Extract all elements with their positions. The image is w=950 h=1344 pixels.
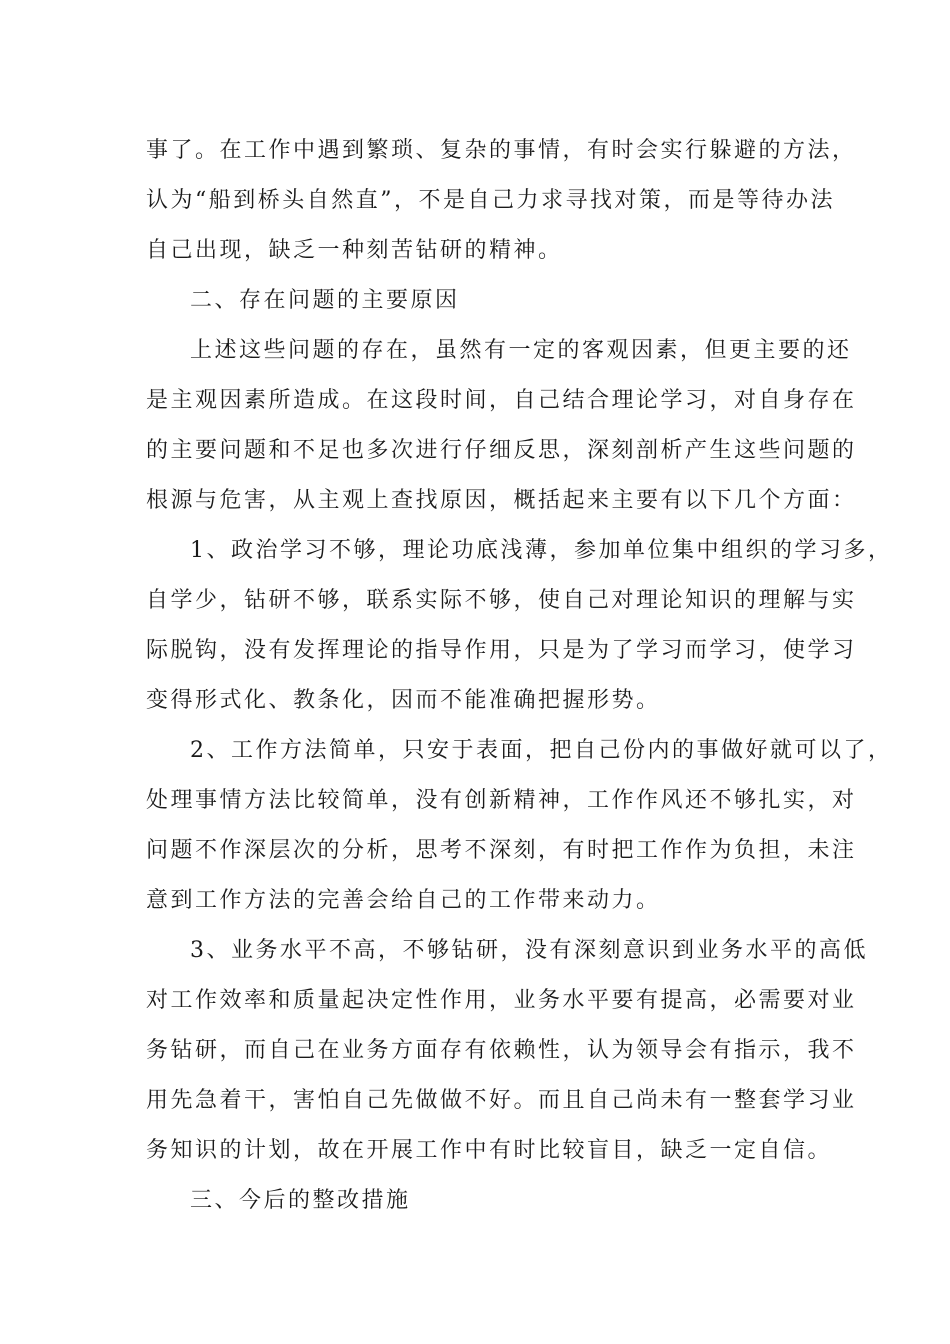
text-line-2: 认为“船到桥头自然直”，不是自己力求寻找对策，而是等待办法 [146,188,835,213]
text-line-20: 用先急着干，害怕自己先做做不好。而且自己尚未有一整套学习业 [146,1088,857,1113]
text-line-16: 意到工作方法的完善会给自己的工作带来动力。 [146,888,661,913]
text-line-17: 3、业务水平不高，不够钻研，没有深刻意识到业务水平的高低 [190,938,868,963]
text-line-10: 自学少，钻研不够，联系实际不够，使自己对理论知识的理解与实 [146,588,857,613]
text-line-13: 2、工作方法简单，只安于表面，把自己份内的事做好就可以了， [190,738,893,763]
text-line-18: 对工作效率和质量起决定性作用，业务水平要有提高，必需要对业 [146,988,857,1013]
text-line-5: 上述这些问题的存在，虽然有一定的客观因素，但更主要的还 [190,338,852,363]
text-line-11: 际脱钩，没有发挥理论的指导作用，只是为了学习而学习，使学习 [146,638,857,663]
text-line-1: 事了。在工作中遇到繁琐、复杂的事情，有时会实行躲避的方法， [146,138,857,163]
text-line-15: 问题不作深层次的分析，思考不深刻，有时把工作作为负担，未注 [146,838,857,863]
section-heading-3: 三、今后的整改措施 [190,1188,411,1213]
text-line-9: 1、政治学习不够，理论功底浅薄，参加单位集中组织的学习多， [190,538,893,563]
text-line-6: 是主观因素所造成。在这段时间，自己结合理论学习，对自身存在 [146,388,857,413]
text-line-14: 处理事情方法比较简单，没有创新精神，工作作风还不够扎实，对 [146,788,857,813]
text-line-3: 自己出现，缺乏一种刻苦钻研的精神。 [146,238,563,263]
section-heading-2: 二、存在问题的主要原因 [190,288,460,313]
text-line-21: 务知识的计划，故在开展工作中有时比较盲目，缺乏一定自信。 [146,1138,833,1163]
text-line-7: 的主要问题和不足也多次进行仔细反思，深刻剖析产生这些问题的 [146,438,857,463]
text-line-12: 变得形式化、教条化，因而不能准确把握形势。 [146,688,661,713]
text-line-8: 根源与危害，从主观上查找原因，概括起来主要有以下几个方面： [146,488,857,513]
text-line-19: 务钻研，而自己在业务方面存有依赖性，认为领导会有指示，我不 [146,1038,857,1063]
